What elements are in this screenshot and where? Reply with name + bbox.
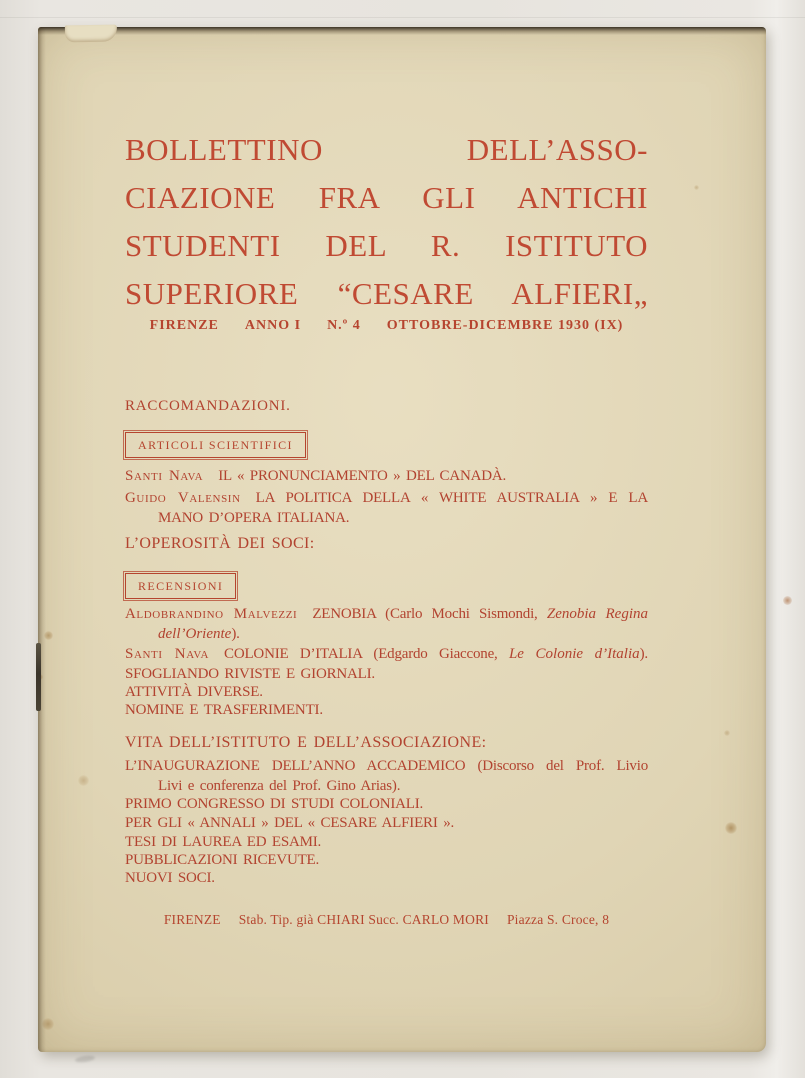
entry-title: LA POLITICA DELLA « WHITE AUSTRALIA » E LA xyxy=(255,490,648,506)
issue-place: FIRENZE xyxy=(149,318,219,333)
issue-period: OTTOBRE-DICEMBRE 1930 (IX) xyxy=(386,318,624,333)
author-name: Aldobrandino Malvezzi xyxy=(125,606,298,622)
entry-title: COLONIE D’ITALIA (Edgardo Giaccone, xyxy=(224,646,498,662)
entry-close: ). xyxy=(639,646,648,662)
foxing-spot xyxy=(694,185,699,190)
foxing-spot xyxy=(44,631,53,640)
toc-item-tesi: TESI DI LAUREA ED ESAMI. xyxy=(125,834,322,850)
title-line-4: SUPERIORE “CESARE ALFIERI„ xyxy=(125,276,648,311)
toc-entry-valensin-line2: MANO D’OPERA ITALIANA. xyxy=(158,510,350,526)
book-title-italic: Zenobia Regina xyxy=(546,606,648,622)
pencil-smudge xyxy=(75,1055,96,1064)
title-line-3: STUDENTI DEL R. ISTITUTO xyxy=(125,228,648,263)
entry-close: ). xyxy=(231,626,240,642)
imprint-city: FIRENZE xyxy=(163,912,221,927)
author-name: Santi Nava xyxy=(125,646,210,662)
toc-item-nuovi-soci: NUOVI SOCI. xyxy=(125,870,215,886)
rust-stain xyxy=(783,596,792,605)
toc-entry-nava-colonie xyxy=(125,644,648,664)
section-box-recensioni: RECENSIONI xyxy=(125,573,236,599)
author-name: Guido Valensin xyxy=(125,490,241,506)
toc-item-nomine: NOMINE E TRASFERIMENTI. xyxy=(125,702,323,718)
book-title-italic: Le Colonie d’Italia xyxy=(508,646,640,662)
toc-entry-valensin-line1 xyxy=(125,488,648,508)
title-line-2: CIAZIONE FRA GLI ANTICHI xyxy=(125,180,648,215)
masthead-title xyxy=(125,126,648,318)
toc-entry-malvezzi-line1 xyxy=(125,604,648,624)
toc-item-sfogliando: SFOGLIANDO RIVISTE E GIORNALI. xyxy=(125,666,375,682)
toc-raccomandazioni: RACCOMANDAZIONI. xyxy=(125,398,291,414)
title-line-1: BOLLETTINO DELL’ASSO- xyxy=(125,132,648,167)
toc-item-annali: PER GLI « ANNALI » DEL « CESARE ALFIERI ». xyxy=(125,815,455,831)
cover-content xyxy=(125,27,648,1052)
issue-year: ANNO I xyxy=(244,318,302,333)
toc-entry-inaugurazione-line1: L’INAUGURAZIONE DELL’ANNO ACCADEMICO (Discorso del Prof. Livio xyxy=(125,758,648,774)
toc-heading-vita: VITA DELL’ISTITUTO E DELL’ASSOCIAZIONE: xyxy=(125,734,487,751)
imprint-printer: Stab. Tip. già CHIARI Succ. CARLO MORI xyxy=(238,912,489,927)
entry-title: IL « PRONUNCIAMENTO » DEL CANADÀ. xyxy=(218,468,507,484)
book-title-italic: dell’Oriente xyxy=(158,626,232,642)
corner-chip xyxy=(65,25,117,43)
booklet-cover xyxy=(38,27,766,1052)
imprint-address: Piazza S. Croce, 8 xyxy=(506,912,610,927)
toc-entry-malvezzi-line2 xyxy=(125,624,648,644)
section-box-articoli: ARTICOLI SCIENTIFICI xyxy=(125,432,306,458)
issue-line xyxy=(125,318,648,334)
toc-entry-nava-canada xyxy=(125,466,648,486)
toc-item-congresso: PRIMO CONGRESSO DI STUDI COLONIALI. xyxy=(125,796,424,812)
foxing-spot xyxy=(42,1018,54,1030)
staple xyxy=(36,643,41,711)
printer-imprint xyxy=(125,912,648,928)
issue-number: N.º 4 xyxy=(327,318,361,333)
foxing-spot xyxy=(78,775,89,786)
toc-entry-inaugurazione-line2: Livi e conferenza del Prof. Gino Arias). xyxy=(158,778,401,794)
foxing-spot xyxy=(725,822,737,834)
entry-title: ZENOBIA (Carlo Mochi Sismondi, xyxy=(312,606,538,622)
toc-heading-operosita: L’OPEROSITÀ DEI SOCI: xyxy=(125,535,315,552)
author-name: Santi Nava xyxy=(125,468,204,484)
toc-item-attivita: ATTIVITÀ DIVERSE. xyxy=(125,684,263,700)
foxing-spot xyxy=(724,730,730,736)
toc-item-pubblicazioni: PUBBLICAZIONI RICEVUTE. xyxy=(125,852,320,868)
